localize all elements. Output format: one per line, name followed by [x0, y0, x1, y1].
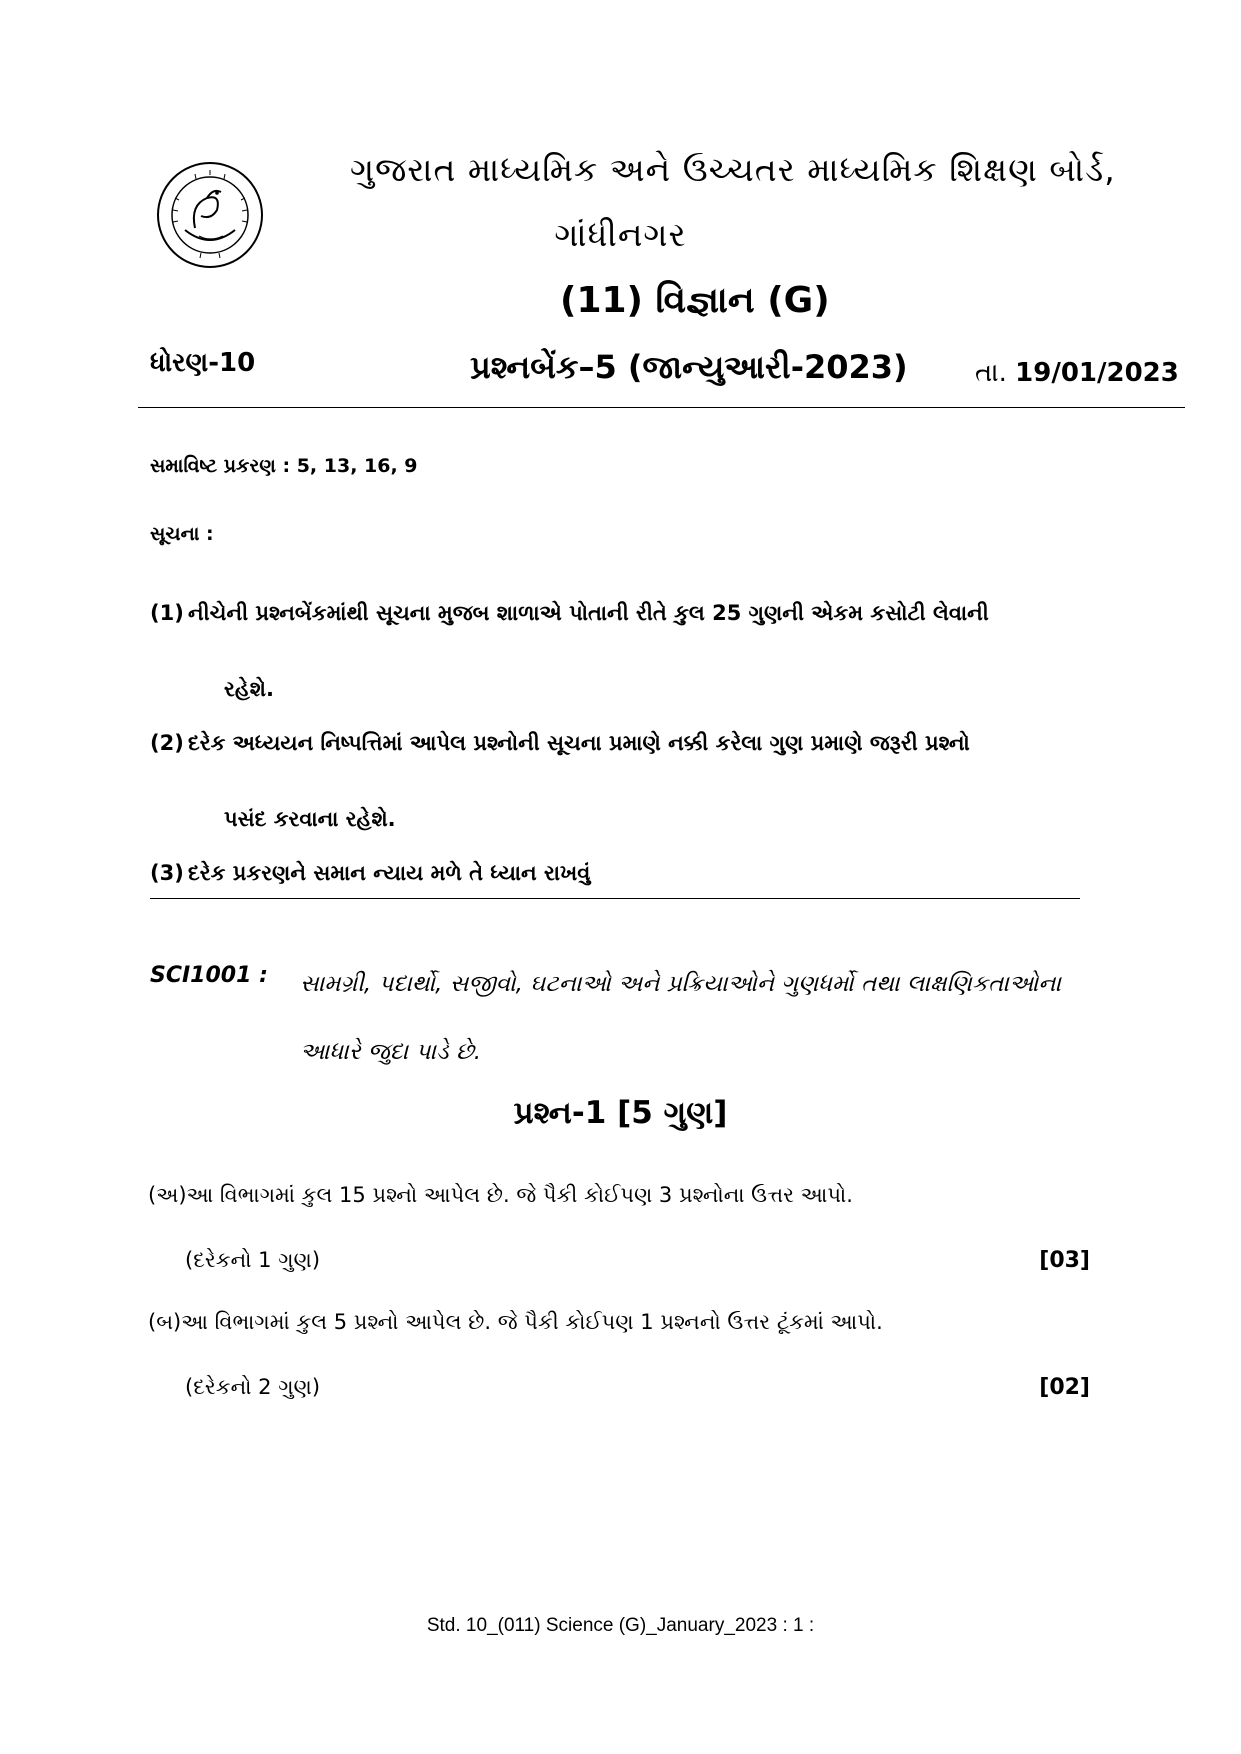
chapters-label: સમાવિષ્ટ પ્રકરણ :	[150, 455, 291, 477]
part-b-each-marks: (દરેકનો 2 ગુણ)	[185, 1375, 321, 1399]
chapters-value: 5, 13, 16, 9	[296, 455, 418, 477]
subject-title: (11) વિજ્ઞાન (G)	[560, 280, 830, 321]
instruction-number: (2)	[150, 731, 184, 755]
part-a-marks-row	[185, 1248, 1090, 1273]
question-title: પ્રશ્ન-1 [5 ગુણ]	[513, 1095, 728, 1131]
header-divider	[138, 407, 1185, 408]
learning-outcome-code: SCI1001 :	[150, 963, 268, 988]
instruction-number: (1)	[150, 601, 184, 625]
question-bank-title: પ્રશ્નબેંક–5 (જાન્યુઆરી-2023)	[470, 348, 908, 386]
instruction-continuation: રહેશે.	[224, 677, 274, 701]
part-b-total-marks: [02]	[1039, 1375, 1090, 1400]
page-footer: Std. 10_(011) Science (G)_January_2023 : 1 :	[426, 1615, 815, 1636]
instruction-3	[150, 835, 1090, 911]
included-chapters	[150, 455, 418, 477]
part-b-marks-row	[185, 1375, 1090, 1400]
instruction-text: દરેક અધ્યયન નિષ્પત્તિમાં આપેલ પ્રશ્નોની સૂચના પ્રમાણે નક્કી કરેલા ગુણ પ્રમાણે જરૂરી પ્રશ્નો	[188, 731, 970, 755]
board-city: ગાંધીનગર	[554, 215, 687, 254]
part-a-total-marks: [03]	[1039, 1248, 1090, 1273]
instruction-continuation: પસંદ કરવાના રહેશે.	[224, 807, 396, 831]
standard-label: ધોરણ-10	[150, 348, 256, 378]
instruction-number: (3)	[150, 861, 184, 885]
section-divider	[150, 898, 1080, 899]
instruction-text: દરેક પ્રકરણને સમાન ન્યાય મળે તે ધ્યાન રાખવું	[188, 861, 591, 885]
instruction-text: નીચેની પ્રશ્નબેંકમાંથી સૂચના મુજબ શાળાએ પોતાની રીતે કુલ 25 ગુણની એકમ કસોટી લેવાની	[188, 601, 989, 625]
question-part-b: (બ)આ વિભાગમાં કુલ 5 પ્રશ્નો આપેલ છે. જે પૈકી કોઈપણ 1 પ્રશ્નનો ઉત્તર ટૂંકમાં આપો.	[148, 1310, 883, 1334]
date	[975, 358, 1179, 389]
date-label: તા.	[975, 358, 1007, 388]
notice-label: સૂચના :	[150, 523, 214, 545]
date-value: 19/01/2023	[1015, 358, 1179, 388]
question-part-a: (અ)આ વિભાગમાં કુલ 15 પ્રશ્નો આપેલ છે. જે પૈકી કોઈપણ 3 પ્રશ્નોના ઉત્તર આપો.	[148, 1183, 853, 1207]
board-name: ગુજરાત માધ્યમિક અને ઉચ્ચતર માધ્યમિક શિક્ષણ બોર્ડ,	[350, 150, 1116, 189]
part-a-each-marks: (દરેકનો 1 ગુણ)	[185, 1248, 321, 1272]
learning-outcome-text: સામગ્રી, પદાર્થો, સજીવો, ઘટનાઓ અને પ્રક્રિયાઓને ગુણધર્મો તથા લાક્ષણિકતાઓના આધારે જુદા પાડે છે.	[300, 971, 1061, 1065]
